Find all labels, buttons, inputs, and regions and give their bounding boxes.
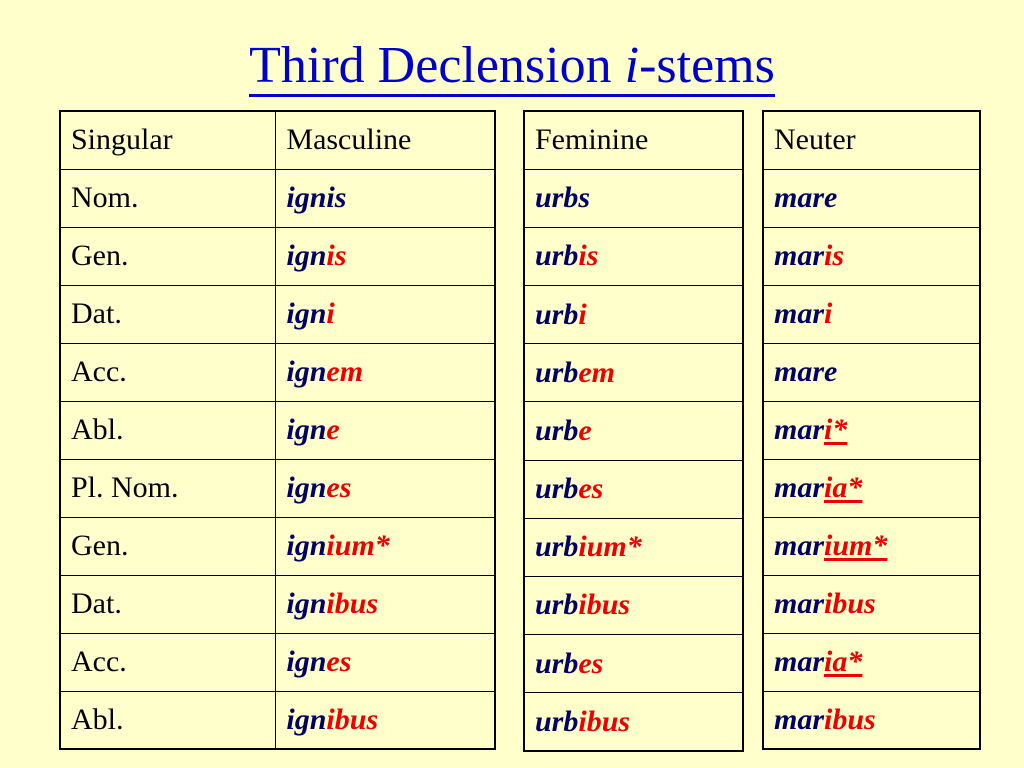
word-ending: em <box>326 355 364 388</box>
word-form <box>535 414 592 447</box>
feminine-table-body <box>524 111 743 751</box>
word-stem: mar <box>774 471 825 504</box>
masculine-table-body <box>60 111 495 749</box>
table-row <box>524 286 743 344</box>
table-row <box>60 517 495 575</box>
table-row <box>763 575 980 633</box>
word-stem: mar <box>774 702 825 736</box>
word-stem: urb <box>535 297 579 331</box>
neuter-form <box>763 459 980 517</box>
word-form <box>535 239 598 272</box>
word-stem: ign <box>286 702 327 736</box>
word-stem: urb <box>535 472 579 506</box>
word-ending: ibus <box>326 702 379 736</box>
word-ending: e <box>326 413 340 446</box>
table-row <box>524 227 743 285</box>
table-row <box>763 459 980 517</box>
word-ending: ium* <box>824 529 888 562</box>
word-stem: ign <box>286 413 327 446</box>
word-form <box>774 645 862 678</box>
word-stem: urbs <box>535 181 591 215</box>
word-ending: es <box>578 646 604 680</box>
word-stem: urb <box>535 413 579 447</box>
word-stem: mare <box>774 355 838 388</box>
word-stem: mar <box>774 587 825 620</box>
word-form <box>286 297 334 330</box>
table-row <box>763 401 980 459</box>
case-label: Abl. <box>60 691 276 749</box>
word-stem: urb <box>535 239 579 273</box>
masculine-form <box>276 575 495 633</box>
masculine-form <box>276 459 495 517</box>
word-ending: ibus <box>578 588 631 622</box>
word-ending: is <box>578 239 599 273</box>
word-form <box>774 181 837 214</box>
feminine-form <box>524 460 743 518</box>
word-form <box>774 413 847 446</box>
word-ending: i <box>326 297 335 330</box>
title-prefix: Third Declension <box>249 37 625 94</box>
word-ending: e <box>578 413 592 447</box>
table-row <box>524 576 743 634</box>
word-ending: ia* <box>824 471 863 504</box>
table-row <box>60 285 495 343</box>
case-label: Dat. <box>60 285 276 343</box>
word-form <box>286 703 378 736</box>
case-label: Dat. <box>60 575 276 633</box>
header-neuter: Neuter <box>763 111 980 169</box>
table-row <box>763 227 980 285</box>
case-label: Acc. <box>60 343 276 401</box>
word-form <box>535 588 630 621</box>
word-stem: mar <box>774 645 825 678</box>
neuter-form <box>763 517 980 575</box>
word-stem: urb <box>535 704 579 738</box>
masculine-form <box>276 401 495 459</box>
table-row <box>524 460 743 518</box>
word-ending: em <box>578 355 616 389</box>
table-row <box>763 633 980 691</box>
word-stem: ign <box>286 297 327 330</box>
table-row <box>763 169 980 227</box>
neuter-form <box>763 575 980 633</box>
word-form <box>774 355 837 388</box>
word-form <box>535 298 587 331</box>
word-stem: ign <box>286 529 327 562</box>
word-form <box>286 645 351 678</box>
word-stem: ign <box>286 645 327 678</box>
table-row <box>524 169 743 227</box>
neuter-form <box>763 343 980 401</box>
feminine-form <box>524 344 743 402</box>
feminine-form <box>524 576 743 634</box>
table-row <box>763 691 980 749</box>
word-ending: ibus <box>578 704 631 738</box>
header-singular: Singular <box>60 111 276 169</box>
word-ending: es <box>578 472 604 506</box>
masculine-form <box>276 343 495 401</box>
word-form <box>286 239 346 272</box>
neuter-table-header <box>763 111 980 169</box>
word-stem: mar <box>774 239 825 272</box>
word-ending: ium* <box>578 530 642 564</box>
table-row <box>524 635 743 693</box>
neuter-table-body <box>763 111 980 749</box>
feminine-form <box>524 518 743 576</box>
table-row <box>524 402 743 460</box>
word-form <box>286 355 363 388</box>
feminine-form <box>524 635 743 693</box>
table-row <box>763 285 980 343</box>
word-form <box>774 239 844 272</box>
word-stem: mar <box>774 297 825 330</box>
table-row <box>763 517 980 575</box>
word-stem: ign <box>286 239 327 272</box>
feminine-form <box>524 693 743 751</box>
table-row <box>60 227 495 285</box>
neuter-form <box>763 227 980 285</box>
case-label: Acc. <box>60 633 276 691</box>
feminine-form <box>524 227 743 285</box>
case-label: Nom. <box>60 169 276 227</box>
word-ending: ium* <box>326 529 390 562</box>
word-form <box>774 587 876 620</box>
neuter-table <box>762 110 981 750</box>
word-ending: i* <box>824 413 848 446</box>
masculine-table-header <box>60 111 495 169</box>
word-form <box>286 529 389 562</box>
case-label: Abl. <box>60 401 276 459</box>
word-form <box>774 297 832 330</box>
word-ending: ia* <box>824 645 863 678</box>
title-suffix: -stems <box>639 37 775 94</box>
word-ending: ibus <box>326 587 379 620</box>
word-form <box>286 471 351 504</box>
feminine-form <box>524 402 743 460</box>
neuter-form <box>763 633 980 691</box>
word-form <box>774 471 862 504</box>
masculine-form <box>276 633 495 691</box>
table-row <box>60 169 495 227</box>
case-label: Pl. Nom. <box>60 459 276 517</box>
word-stem: urb <box>535 530 579 564</box>
word-stem: ign <box>286 587 327 620</box>
word-stem: mar <box>774 413 825 446</box>
word-stem: urb <box>535 646 579 680</box>
word-stem: ign <box>286 471 327 504</box>
masculine-table <box>59 110 496 750</box>
table-row <box>60 401 495 459</box>
header-feminine: Feminine <box>524 111 743 169</box>
table-row <box>60 575 495 633</box>
word-stem: urb <box>535 588 579 622</box>
masculine-form <box>276 227 495 285</box>
word-form <box>286 181 346 214</box>
feminine-form <box>524 286 743 344</box>
word-ending: ibus <box>824 587 876 620</box>
slide-title <box>0 30 1024 102</box>
word-form <box>535 647 603 680</box>
masculine-form <box>276 517 495 575</box>
word-ending: i <box>578 297 587 331</box>
feminine-table-header <box>524 111 743 169</box>
title-italic-i: i <box>624 37 640 94</box>
table-row <box>60 343 495 401</box>
word-ending: i <box>824 297 833 330</box>
word-form <box>535 705 630 738</box>
table-row <box>60 691 495 749</box>
word-ending: es <box>326 645 352 678</box>
word-form <box>774 529 887 562</box>
word-ending: is <box>824 239 845 272</box>
word-form <box>535 181 590 214</box>
feminine-form <box>524 169 743 227</box>
word-ending: is <box>326 239 347 272</box>
word-stem: ignis <box>286 181 347 214</box>
word-form <box>535 530 642 563</box>
word-ending: ibus <box>824 702 876 736</box>
masculine-form <box>276 691 495 749</box>
table-row <box>60 459 495 517</box>
neuter-form <box>763 401 980 459</box>
header-masculine: Masculine <box>276 111 495 169</box>
table-row <box>524 518 743 576</box>
table-row <box>60 633 495 691</box>
table-row <box>524 344 743 402</box>
word-stem: mar <box>774 529 825 562</box>
word-stem: ign <box>286 355 327 388</box>
word-form <box>774 703 876 736</box>
masculine-form <box>276 169 495 227</box>
word-form <box>535 472 603 505</box>
neuter-form <box>763 691 980 749</box>
table-row <box>524 693 743 751</box>
table-row <box>763 343 980 401</box>
slide-title-text <box>249 37 775 97</box>
neuter-form <box>763 169 980 227</box>
neuter-form <box>763 285 980 343</box>
case-label: Gen. <box>60 227 276 285</box>
word-stem: urb <box>535 355 579 389</box>
word-form <box>535 356 615 389</box>
word-stem: mare <box>774 181 838 214</box>
word-form <box>286 587 378 620</box>
feminine-table <box>523 110 744 752</box>
word-form <box>286 413 339 446</box>
masculine-form <box>276 285 495 343</box>
word-ending: es <box>326 471 352 504</box>
case-label: Gen. <box>60 517 276 575</box>
